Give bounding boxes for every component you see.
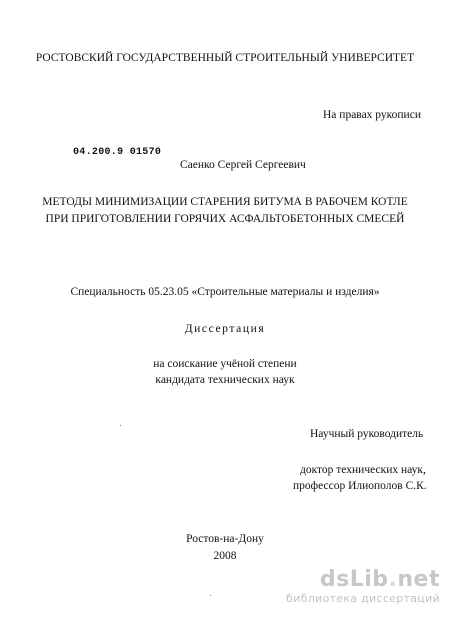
thesis-title-line-2: ПРИ ПРИГОТОВЛЕНИИ ГОРЯЧИХ АСФАЛЬТОБЕТОННЫХ СМЕСЕЙ [45, 213, 405, 225]
manuscript-rights-note: На правах рукописи [323, 109, 421, 121]
city: Ростов-на-Дону [186, 533, 264, 545]
dslib-watermark [260, 568, 440, 605]
dslib-logo [260, 568, 440, 592]
author-name: Саенко Сергей Сергеевич [180, 159, 306, 171]
document-type: Диссертация [184, 323, 266, 335]
degree-line-1: на соискание учёной степени [153, 358, 297, 370]
year: 2008 [213, 550, 237, 562]
supervisor-name: профессор Илиополов С.К. [293, 480, 427, 492]
university-name: РОСТОВСКИЙ ГОСУДАРСТВЕННЫЙ СТРОИТЕЛЬНЫЙ УНИВЕРСИТЕТ [35, 52, 415, 64]
registration-number: 04.200.9 01570 [73, 147, 162, 158]
logo-tld: net [397, 567, 440, 592]
logo-dot: . [388, 567, 398, 592]
thesis-title-line-1: МЕТОДЫ МИНИМИЗАЦИИ СТАРЕНИЯ БИТУМА В РАБОЧЕМ КОТЛЕ [42, 196, 408, 208]
logo-main: dsLib [319, 567, 389, 592]
supervisor-heading: Научный руководитель [310, 428, 424, 440]
degree-line-2: кандидата технических наук [155, 374, 295, 386]
specialty-line: Специальность 05.23.05 «Строительные материалы и изделия» [70, 286, 380, 298]
scan-speck [210, 595, 211, 596]
supervisor-degree: доктор технических наук, [300, 464, 426, 476]
watermark-subtitle: библиотека диссертаций [286, 592, 440, 605]
scan-speck [120, 425, 121, 426]
